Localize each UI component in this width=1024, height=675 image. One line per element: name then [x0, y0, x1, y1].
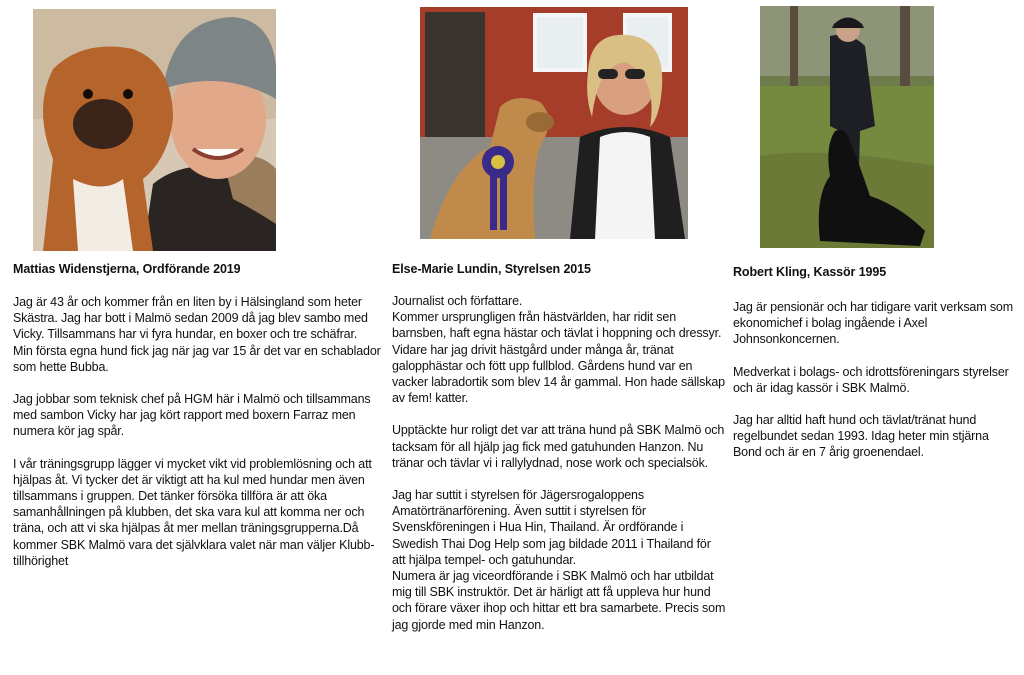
bio-line: Jag jobbar som teknisk chef på HGM här i Malmö och tillsammans	[13, 392, 371, 407]
name-mattias: Mattias Widenstjerna, Ordförande 2019	[13, 262, 241, 276]
bio-line: Min första egna hund fick jag när jag var 15 år det var en schablador	[13, 343, 381, 358]
bio-line: av fem! katter.	[392, 391, 469, 406]
man-with-black-dog-in-forest-photo	[760, 6, 934, 248]
bio-line: Jag är 43 år och kommer från en liten by i Hälsingland som heter	[13, 295, 362, 309]
bio-line: I vår träningsgrupp lägger vi mycket vikt vid problemlösning och att	[13, 456, 372, 471]
bio-line: tränar och tävlar vi i rallylydnad, nose work och specialsök.	[392, 455, 708, 470]
bio-line: Svenskföreningen i Hua Hin, Thailand. Är ordförande i	[392, 520, 684, 535]
bio-line: barnsben, haft egna hästar och tävlat i hoppning och dressyr.	[392, 326, 722, 341]
bio-line: Skästra. Jag har bott i Malmö sedan 2009 då jag blev sambo med	[13, 311, 368, 326]
bio-paragraph	[392, 422, 725, 471]
bio-line: regelbundet sedan 1993. Idag heter min stjärna	[733, 429, 989, 444]
bio-line: numera kör jag spår.	[13, 424, 124, 439]
bio-mattias	[13, 294, 381, 569]
bio-line: Journalist och författare.	[392, 294, 523, 308]
bio-line: ekonomichef i bolag ingående i Axel	[733, 316, 928, 331]
woman-with-dog-and-rosette-photo	[420, 7, 688, 239]
bio-line: Johnsonkoncernen.	[733, 332, 840, 347]
bio-line: Upptäckte hur roligt det var att träna hund på SBK Malmö och	[392, 423, 725, 438]
bio-paragraph	[13, 294, 381, 375]
bio-else-marie	[392, 293, 725, 633]
bio-line: Vicky. Tillsammans har vi fyra hundar, en boxer och tre schäfrar.	[13, 327, 358, 342]
bio-paragraph	[733, 364, 1013, 396]
bio-line: vacker labradortik som blev 14 år gammal. Hon hade sällskap	[392, 375, 725, 390]
name-robert: Robert Kling, Kassör 1995	[733, 265, 887, 279]
bio-line: som hette Bubba.	[13, 359, 109, 374]
bio-line: jag gjorde med min Hanzon.	[392, 617, 545, 632]
photo-else-marie	[420, 7, 688, 239]
name-else-marie: Else-Marie Lundin, Styrelsen 2015	[392, 262, 591, 276]
bio-robert	[733, 299, 1013, 461]
bio-line: mig till SBK instruktör. Det är härligt att få uppleva hur hund	[392, 585, 711, 600]
bio-line: galopphästar och fött upp fullblod. Gårdens hund var en	[392, 358, 693, 373]
bio-line: hjälpas åt. Vi tycker det är viktigt att ha kul med hundar men även	[13, 472, 365, 487]
bio-line: med sambon Vicky har jag kört rapport med boxern Farraz men	[13, 408, 356, 423]
bio-line: Kommer ursprungligen från hästvärlden, har ridit sen	[392, 310, 677, 325]
bio-line: Swedish Thai Dog Help som jag bildade 2011 i Thailand för	[392, 536, 711, 551]
bio-line: och är idag kassör i SBK Malmö.	[733, 380, 910, 395]
bio-line: och förare växer ihop och hittar ett bra samarbete. Precis som	[392, 601, 726, 616]
bio-line: Medverkat i bolags- och idrottsföreningars styrelser	[733, 364, 1009, 379]
bio-line: Bond och är en 7 årig groenendael.	[733, 445, 924, 460]
bio-line: tillsammans i gruppen. Det tänker försöka tillföra är att öka	[13, 489, 327, 504]
bio-line: Amatörtränarförening. Även suttit i styrelsen för	[392, 504, 646, 519]
bio-line: samanhållningen på klubben, det ska vara kul att komma ner och	[13, 505, 365, 520]
bio-line: tacksam för all hjälp jag fick med gatuhunden Hanzon. Nu	[392, 439, 704, 454]
bio-line: träna, och att vi ska hjälpas åt mer mellan träningsgrupperna.Då	[13, 521, 359, 536]
bio-line: Jag är pensionär och har tidigare varit verksam som	[733, 300, 1013, 314]
bio-line: Jag har alltid haft hund och tävlat/tränat hund	[733, 413, 977, 428]
bio-line: Vidare har jag drivit hästgård under många år, tränat	[392, 342, 674, 357]
bio-line: tillhörighet	[13, 553, 69, 568]
bio-paragraph	[392, 293, 725, 406]
photo-mattias	[33, 9, 276, 251]
bio-line: kommer SBK Malmö vara det självklara valet när man väljer Klubb-	[13, 537, 375, 552]
bio-paragraph	[392, 487, 725, 633]
bio-paragraph	[13, 456, 381, 569]
bio-line: Jag har suttit i styrelsen för Jägersrogaloppens	[392, 488, 644, 503]
bio-paragraph	[733, 299, 1013, 348]
photo-robert	[760, 6, 934, 248]
bio-paragraph	[13, 391, 381, 440]
bio-paragraph	[733, 412, 1013, 461]
bio-line: Numera är jag viceordförande i SBK Malmö och har utbildat	[392, 569, 714, 584]
man-with-boxer-dog-photo	[33, 9, 276, 251]
bio-line: att hjälpa tempel- och gatuhundar.	[392, 552, 576, 567]
